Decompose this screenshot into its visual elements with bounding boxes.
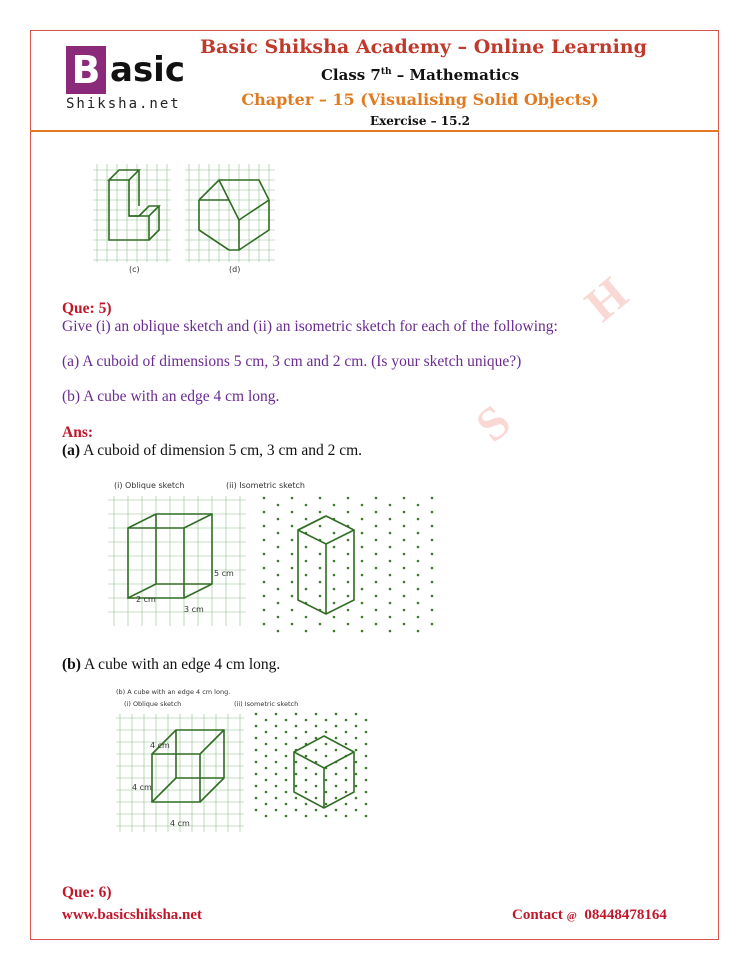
iso-dot: [263, 497, 266, 500]
iso-dot: [255, 809, 258, 812]
iso-dot: [255, 713, 258, 716]
answer-b-text: A cube with an edge 4 cm long.: [80, 656, 281, 673]
iso-dot: [333, 630, 336, 633]
iso-dot: [305, 755, 308, 758]
cube-figure: [116, 686, 380, 836]
iso-dot: [355, 713, 358, 716]
iso-dot: [291, 539, 294, 542]
iso-dot: [333, 588, 336, 591]
dim-5cm: 5 cm: [214, 569, 234, 578]
iso-dot: [389, 630, 392, 633]
iso-dot: [265, 743, 268, 746]
question-5-part-a: (a) A cuboid of dimensions 5 cm, 3 cm and 2 cm. (Is your sketch unique?): [62, 353, 522, 370]
iso-dot: [431, 553, 434, 556]
iso-dot: [285, 743, 288, 746]
iso-dot: [389, 588, 392, 591]
iso-dot: [315, 785, 318, 788]
iso-dot: [275, 773, 278, 776]
cube-isometric-label: (ii) Isometric sketch: [234, 700, 299, 708]
contact-at: @: [566, 910, 577, 922]
dim-3cm: 3 cm: [184, 605, 204, 614]
iso-dot: [319, 581, 322, 584]
iso-dot: [305, 518, 308, 521]
iso-dot: [285, 767, 288, 770]
iso-dot: [345, 719, 348, 722]
iso-dot: [375, 525, 378, 528]
iso-dot: [347, 581, 350, 584]
iso-dot: [355, 785, 358, 788]
iso-dot: [305, 803, 308, 806]
iso-dot: [285, 779, 288, 782]
iso-dot: [335, 773, 338, 776]
iso-dot: [375, 567, 378, 570]
iso-dot: [305, 574, 308, 577]
iso-dot: [275, 797, 278, 800]
iso-dot: [325, 743, 328, 746]
iso-dot: [347, 511, 350, 514]
cuboid-figure: [104, 476, 440, 636]
iso-dot: [315, 809, 318, 812]
iso-dot: [265, 731, 268, 734]
iso-dot: [263, 623, 266, 626]
iso-dot: [277, 532, 280, 535]
question-5-part-b: (b) A cube with an edge 4 cm long.: [62, 388, 280, 405]
iso-dot: [335, 737, 338, 740]
iso-dot: [361, 546, 364, 549]
iso-dot: [315, 749, 318, 752]
iso-dot: [355, 761, 358, 764]
isometric-cuboid: [298, 516, 354, 614]
header-divider: [30, 130, 719, 132]
header-title: Basic Shiksha Academy – Online Learning: [200, 36, 647, 58]
iso-dot: [365, 719, 368, 722]
iso-dot: [431, 511, 434, 514]
question-5-text: Give (i) an oblique sketch and (ii) an isometric sketch for each of the following:: [62, 318, 558, 335]
iso-dot: [355, 749, 358, 752]
cube-dim-left: 4 cm: [132, 783, 152, 792]
iso-dot: [265, 719, 268, 722]
question-5-label: Que: 5): [62, 300, 112, 317]
iso-dot: [295, 809, 298, 812]
iso-dot: [291, 623, 294, 626]
iso-dot: [403, 539, 406, 542]
iso-dot: [319, 567, 322, 570]
iso-dot: [275, 725, 278, 728]
iso-dot: [355, 797, 358, 800]
iso-dot: [417, 504, 420, 507]
iso-dot: [345, 743, 348, 746]
footer-contact: [512, 907, 667, 924]
top-figure: [93, 156, 279, 276]
iso-dot: [347, 553, 350, 556]
iso-dot: [431, 525, 434, 528]
iso-dot: [361, 588, 364, 591]
iso-dot: [431, 595, 434, 598]
iso-dot: [295, 761, 298, 764]
iso-dot: [375, 581, 378, 584]
iso-dot: [255, 725, 258, 728]
iso-dot: [417, 532, 420, 535]
iso-dot: [431, 609, 434, 612]
iso-dot: [325, 803, 328, 806]
iso-dot: [403, 511, 406, 514]
iso-dot: [305, 588, 308, 591]
cube-dim-bottom: 4 cm: [170, 819, 190, 828]
iso-dot: [365, 743, 368, 746]
basic-shiksha-logo: [66, 46, 196, 114]
iso-dot: [345, 815, 348, 818]
iso-dot: [305, 630, 308, 633]
iso-dot: [389, 518, 392, 521]
header-class: [200, 66, 640, 84]
iso-dot: [365, 815, 368, 818]
iso-dot: [365, 731, 368, 734]
iso-dot: [361, 518, 364, 521]
iso-dot: [417, 574, 420, 577]
iso-dot: [333, 602, 336, 605]
iso-dot: [305, 779, 308, 782]
iso-dot: [431, 623, 434, 626]
iso-dot: [375, 511, 378, 514]
iso-dot: [319, 525, 322, 528]
iso-dot: [265, 803, 268, 806]
iso-dot: [277, 560, 280, 563]
iso-dot: [361, 616, 364, 619]
answer-a-tag: (a): [62, 442, 81, 459]
iso-dot: [355, 773, 358, 776]
iso-dot: [277, 616, 280, 619]
iso-dot: [305, 560, 308, 563]
iso-dot: [365, 791, 368, 794]
iso-dot: [325, 815, 328, 818]
logo-subtitle: Shiksha.net: [66, 96, 181, 112]
iso-dot: [305, 767, 308, 770]
iso-dot: [335, 749, 338, 752]
iso-dot: [319, 595, 322, 598]
iso-dot: [347, 609, 350, 612]
iso-dot: [277, 518, 280, 521]
iso-dot: [403, 497, 406, 500]
iso-dot: [389, 616, 392, 619]
iso-dot: [315, 725, 318, 728]
iso-dot: [295, 737, 298, 740]
iso-dot: [365, 767, 368, 770]
iso-dot: [305, 815, 308, 818]
iso-dot: [277, 574, 280, 577]
iso-dot: [291, 567, 294, 570]
iso-dot: [319, 511, 322, 514]
iso-dot: [417, 560, 420, 563]
iso-dot: [333, 574, 336, 577]
header-exercise: Exercise – 15.2: [369, 114, 471, 128]
iso-dot: [417, 616, 420, 619]
iso-dot: [375, 539, 378, 542]
iso-dot: [403, 525, 406, 528]
iso-dot: [319, 553, 322, 556]
iso-dot: [347, 567, 350, 570]
iso-dot: [389, 602, 392, 605]
iso-dot: [275, 713, 278, 716]
iso-dot: [347, 595, 350, 598]
iso-dot: [375, 623, 378, 626]
iso-dot: [403, 581, 406, 584]
iso-dot: [417, 602, 420, 605]
iso-dot: [365, 803, 368, 806]
iso-dot: [325, 791, 328, 794]
class-sup: th: [380, 67, 392, 77]
iso-dot: [285, 755, 288, 758]
cube-figure-heading: (b) A cube with an edge 4 cm long.: [116, 688, 231, 696]
footer-website[interactable]: www.basicshiksha.net: [62, 907, 203, 923]
logo-rest: asic: [110, 50, 185, 90]
iso-dot: [361, 532, 364, 535]
iso-dot: [291, 595, 294, 598]
answer-b-line: [62, 656, 280, 674]
iso-dot: [275, 809, 278, 812]
iso-dot: [285, 803, 288, 806]
iso-dot: [403, 553, 406, 556]
iso-dot: [365, 755, 368, 758]
iso-dot: [275, 785, 278, 788]
iso-dot: [389, 560, 392, 563]
iso-dot: [417, 588, 420, 591]
iso-dot: [305, 731, 308, 734]
iso-dot: [403, 623, 406, 626]
iso-dot: [263, 609, 266, 612]
caption-d: (d): [229, 265, 241, 274]
iso-dot: [431, 567, 434, 570]
iso-dot: [375, 553, 378, 556]
iso-dot: [333, 616, 336, 619]
iso-dot: [375, 497, 378, 500]
iso-dot: [361, 574, 364, 577]
answer-label: Ans:: [62, 424, 94, 441]
class-text: Class 7: [320, 66, 381, 84]
iso-dot: [255, 773, 258, 776]
iso-dot: [431, 497, 434, 500]
iso-dot: [333, 532, 336, 535]
iso-dot: [417, 630, 420, 633]
iso-dot: [263, 553, 266, 556]
iso-dot: [375, 609, 378, 612]
iso-dot: [345, 767, 348, 770]
iso-dot: [333, 504, 336, 507]
iso-dot: [277, 588, 280, 591]
oblique-sketch-label: (i) Oblique sketch: [114, 481, 185, 490]
iso-dot: [291, 511, 294, 514]
iso-dot: [255, 737, 258, 740]
iso-dot: [315, 713, 318, 716]
iso-dot: [255, 761, 258, 764]
iso-dot: [285, 719, 288, 722]
iso-dot: [431, 581, 434, 584]
iso-dot: [335, 809, 338, 812]
iso-dot: [255, 785, 258, 788]
iso-dot: [345, 803, 348, 806]
iso-dot: [333, 546, 336, 549]
watermark-fragment: H: [575, 267, 639, 332]
caption-c: (c): [129, 265, 140, 274]
iso-dot: [285, 791, 288, 794]
iso-dot: [265, 767, 268, 770]
iso-dot: [403, 567, 406, 570]
iso-dot: [417, 546, 420, 549]
iso-dot: [275, 737, 278, 740]
iso-dot: [305, 791, 308, 794]
iso-dot: [305, 616, 308, 619]
logo-b: B: [66, 46, 106, 94]
answer-b-tag: (b): [62, 656, 81, 673]
iso-dot: [361, 602, 364, 605]
cube-oblique-label: (i) Oblique sketch: [124, 700, 182, 708]
contact-phone[interactable]: 08448478164: [584, 907, 667, 923]
question-6-label: Que: 6): [62, 884, 112, 901]
iso-dot: [361, 630, 364, 633]
iso-dot: [325, 719, 328, 722]
iso-dot: [355, 725, 358, 728]
iso-dot: [335, 785, 338, 788]
iso-dot: [285, 731, 288, 734]
iso-dot: [277, 630, 280, 633]
iso-dot: [431, 539, 434, 542]
watermark-fragment: S: [466, 394, 521, 453]
iso-dot: [255, 797, 258, 800]
iso-dot: [355, 737, 358, 740]
iso-dot: [347, 623, 350, 626]
iso-dot: [345, 791, 348, 794]
iso-dot: [275, 761, 278, 764]
iso-dot: [263, 567, 266, 570]
iso-dot: [389, 532, 392, 535]
iso-dot: [277, 504, 280, 507]
iso-dot: [295, 785, 298, 788]
iso-dot: [403, 609, 406, 612]
class-subject: – Mathematics: [391, 66, 520, 84]
iso-dot: [361, 504, 364, 507]
iso-dot: [319, 623, 322, 626]
iso-dot: [325, 755, 328, 758]
iso-dot: [263, 511, 266, 514]
iso-dot: [255, 749, 258, 752]
iso-dot: [305, 719, 308, 722]
iso-dot: [417, 518, 420, 521]
iso-dot: [361, 560, 364, 563]
iso-dot: [265, 779, 268, 782]
iso-dot: [345, 731, 348, 734]
iso-dot: [333, 560, 336, 563]
iso-dot: [291, 497, 294, 500]
iso-dot: [305, 504, 308, 507]
iso-dot: [291, 609, 294, 612]
iso-dot: [355, 809, 358, 812]
iso-dot: [325, 731, 328, 734]
iso-dot: [389, 504, 392, 507]
iso-dot: [291, 553, 294, 556]
iso-dot: [315, 773, 318, 776]
iso-dot: [263, 581, 266, 584]
iso-dot: [291, 581, 294, 584]
iso-dot: [265, 755, 268, 758]
iso-dot: [295, 725, 298, 728]
isometric-sketch-label: (ii) Isometric sketch: [226, 481, 305, 490]
iso-dot: [375, 595, 378, 598]
iso-dot: [295, 713, 298, 716]
iso-dot: [345, 779, 348, 782]
iso-dot: [347, 497, 350, 500]
iso-dot: [335, 713, 338, 716]
iso-dot: [291, 525, 294, 528]
answer-a-text: A cuboid of dimension 5 cm, 3 cm and 2 cm.: [80, 442, 363, 459]
iso-dot: [389, 574, 392, 577]
iso-dot: [325, 779, 328, 782]
iso-dot: [335, 797, 338, 800]
iso-dot: [365, 779, 368, 782]
iso-dot: [263, 595, 266, 598]
header-chapter: Chapter – 15 (Visualising Solid Objects): [241, 90, 599, 109]
dim-2cm: 2 cm: [136, 595, 156, 604]
isometric-cube: [294, 736, 354, 808]
iso-dot: [389, 546, 392, 549]
iso-dot: [305, 546, 308, 549]
iso-dot: [263, 539, 266, 542]
iso-dot: [277, 546, 280, 549]
iso-dot: [275, 749, 278, 752]
iso-dot: [265, 791, 268, 794]
iso-dot: [347, 539, 350, 542]
iso-dot: [315, 797, 318, 800]
answer-a-line: [62, 442, 362, 460]
contact-label: Contact: [512, 907, 563, 923]
iso-dot: [295, 797, 298, 800]
iso-dot: [265, 815, 268, 818]
iso-dot: [285, 815, 288, 818]
iso-dot: [403, 595, 406, 598]
iso-dot: [277, 602, 280, 605]
iso-dot: [335, 725, 338, 728]
iso-dot: [295, 773, 298, 776]
isometric-dot-grid: [263, 497, 434, 633]
iso-dot: [263, 525, 266, 528]
cube-dim-top: 4 cm: [150, 741, 170, 750]
iso-dot: [319, 497, 322, 500]
